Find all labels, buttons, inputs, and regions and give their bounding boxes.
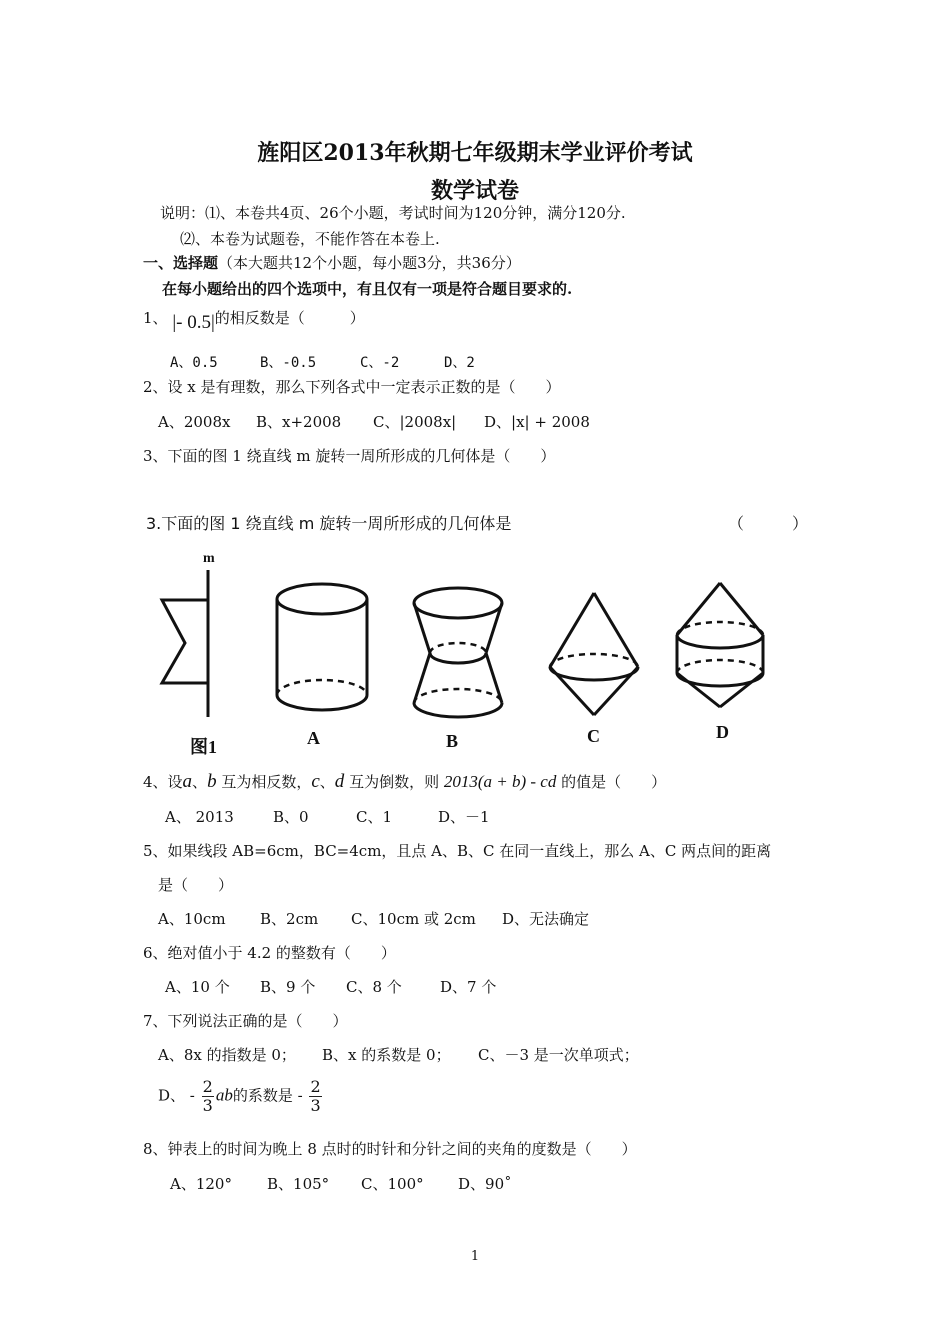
- question-7: 7、下列说法正确的是（ ）: [143, 1012, 348, 1030]
- q4-option-c: C、1: [356, 808, 393, 826]
- question-1: [143, 307, 365, 333]
- q1-number: 1、: [143, 309, 168, 327]
- q5-option-c: C、10cm 或 2cm: [351, 910, 476, 928]
- page-subtitle: 数学试卷: [430, 178, 519, 204]
- q7-option-c: C、－3 是一次单项式；: [478, 1046, 639, 1064]
- q6-option-b: B、9 个: [260, 978, 316, 996]
- figure-caption: 3.下面的图 1 绕直线 m 旋转一周所形成的几何体是: [146, 514, 512, 533]
- q7-frac1-den: 3: [202, 1096, 213, 1115]
- q5-options: [158, 908, 589, 929]
- q1-option-d: D、2: [444, 355, 475, 371]
- question-8: 8、钟表上的时间为晚上 8 点时的时针和分针之间的夹角的度数是（ ）: [143, 1140, 637, 1158]
- q4-post: 的值是（ ）: [556, 773, 667, 791]
- q4-var-a: a: [182, 771, 193, 792]
- q7-d-pre: D、 -: [158, 1086, 195, 1105]
- q4-option-b: B、0: [273, 808, 309, 826]
- q8-options: [170, 1173, 512, 1194]
- q8-option-a: A、120°: [170, 1175, 232, 1193]
- q4-mid2: 互为倒数，则: [344, 773, 444, 791]
- q2-option-b: B、x+2008: [256, 413, 342, 431]
- solid-d-label: D: [716, 722, 729, 742]
- q7-frac2-den: 3: [310, 1096, 321, 1115]
- q1-option-c: C、-2: [360, 355, 400, 371]
- page-title: 旌阳区2013年秋期七年级期末学业评价考试: [257, 140, 693, 166]
- q7-frac2-num: 2: [310, 1077, 321, 1096]
- q5-option-d: D、无法确定: [502, 910, 590, 928]
- q7-option-b: B、x 的系数是 0；: [322, 1046, 451, 1064]
- solid-c-double-cone: [550, 593, 638, 715]
- q7-option-d: [158, 1078, 324, 1115]
- q8-option-d: D、90˚: [458, 1175, 512, 1193]
- q7-fraction-1: [202, 1078, 214, 1115]
- q7-fraction-2: [309, 1078, 321, 1115]
- solid-a-label: A: [307, 728, 320, 748]
- note-1: 说明：⑴、本卷共4页、26个小题，考试时间为120分钟，满分120分.: [160, 204, 626, 222]
- figure-paren: （ ）: [728, 514, 809, 533]
- q1-expression: |- 0.5|: [172, 312, 215, 333]
- solid-b-label: B: [446, 731, 459, 751]
- q2-options: [158, 411, 590, 432]
- q6-option-c: C、8 个: [346, 978, 402, 996]
- q1-text: 的相反数是（ ）: [214, 309, 365, 327]
- q2-option-a: A、2008x: [158, 413, 231, 431]
- section-instruction: 在每小题给出的四个选项中，有且仅有一项是符合题目要求的.: [162, 280, 573, 298]
- page-number: 1: [470, 1249, 480, 1264]
- q7-d-mid: 的系数是 -: [232, 1086, 303, 1105]
- q6-option-a: A、10 个: [165, 978, 230, 996]
- q4-options: [165, 806, 490, 827]
- question-5-line-2: 是（ ）: [158, 876, 234, 894]
- q4-option-d: D、－1: [438, 808, 490, 826]
- q1-option-b: B、-0.5: [260, 355, 317, 371]
- q2-option-d: D、|x| + 2008: [484, 413, 590, 431]
- q4-sep2: 、: [319, 773, 335, 791]
- q7-option-a: A、8x 的指数是 0；: [158, 1046, 296, 1064]
- solid-b-frustums: [414, 588, 502, 717]
- q4-sep1: 、: [192, 773, 208, 791]
- q1-options: [170, 352, 475, 372]
- question-6: 6、绝对值小于 4.2 的整数有（ ）: [143, 944, 396, 962]
- solid-a-cylinder: [277, 584, 367, 710]
- solid-d-cone-cylinder: [677, 583, 763, 707]
- q5-option-b: B、2cm: [260, 910, 319, 928]
- q6-option-d: D、7 个: [440, 978, 497, 996]
- q1-option-a: A、0.5: [170, 355, 218, 371]
- figure-1-label: 图1: [190, 737, 217, 757]
- section-heading: [143, 252, 521, 273]
- question-2: 2、设 x 是有理数，那么下列各式中一定表示正数的是（ ）: [143, 378, 561, 396]
- question-5-line-1: 5、如果线段 AB=6cm，BC=4cm，且点 A、B、C 在同一直线上，那么 A、C 两点间的距离: [143, 842, 772, 860]
- q4-mid1: 互为相反数，: [216, 773, 312, 791]
- q6-options: [165, 976, 496, 997]
- solid-c-label: C: [587, 726, 600, 746]
- q4-option-a: A、 2013: [165, 808, 234, 826]
- q8-option-c: C、100°: [361, 1175, 424, 1193]
- q4-expression: 2013(a + b) - cd: [443, 772, 557, 791]
- section-heading-rest: （本大题共12个小题，每小题3分，共36分）: [218, 254, 521, 272]
- q4-var-d: d: [334, 771, 345, 792]
- q4-var-c: c: [311, 771, 320, 792]
- q7-frac1-num: 2: [202, 1077, 213, 1096]
- q7-options: [158, 1044, 639, 1065]
- question-4: [143, 771, 666, 793]
- note-2: ⑵、本卷为试题卷，不能作答在本卷上.: [180, 230, 440, 248]
- figure-1-shape: [162, 600, 208, 683]
- q4-var-b: b: [207, 771, 217, 792]
- q2-option-c: C、|2008x|: [373, 413, 457, 431]
- q4-pre: 4、设: [143, 773, 183, 791]
- section-heading-bold: 一、选择题: [143, 254, 219, 272]
- q5-option-a: A、10cm: [158, 910, 226, 928]
- axis-m-label: m: [203, 551, 215, 566]
- q8-option-b: B、105°: [267, 1175, 330, 1193]
- question-3: 3、下面的图 1 绕直线 m 旋转一周所形成的几何体是（ ）: [143, 447, 556, 465]
- q7-d-var: ab: [215, 1085, 233, 1105]
